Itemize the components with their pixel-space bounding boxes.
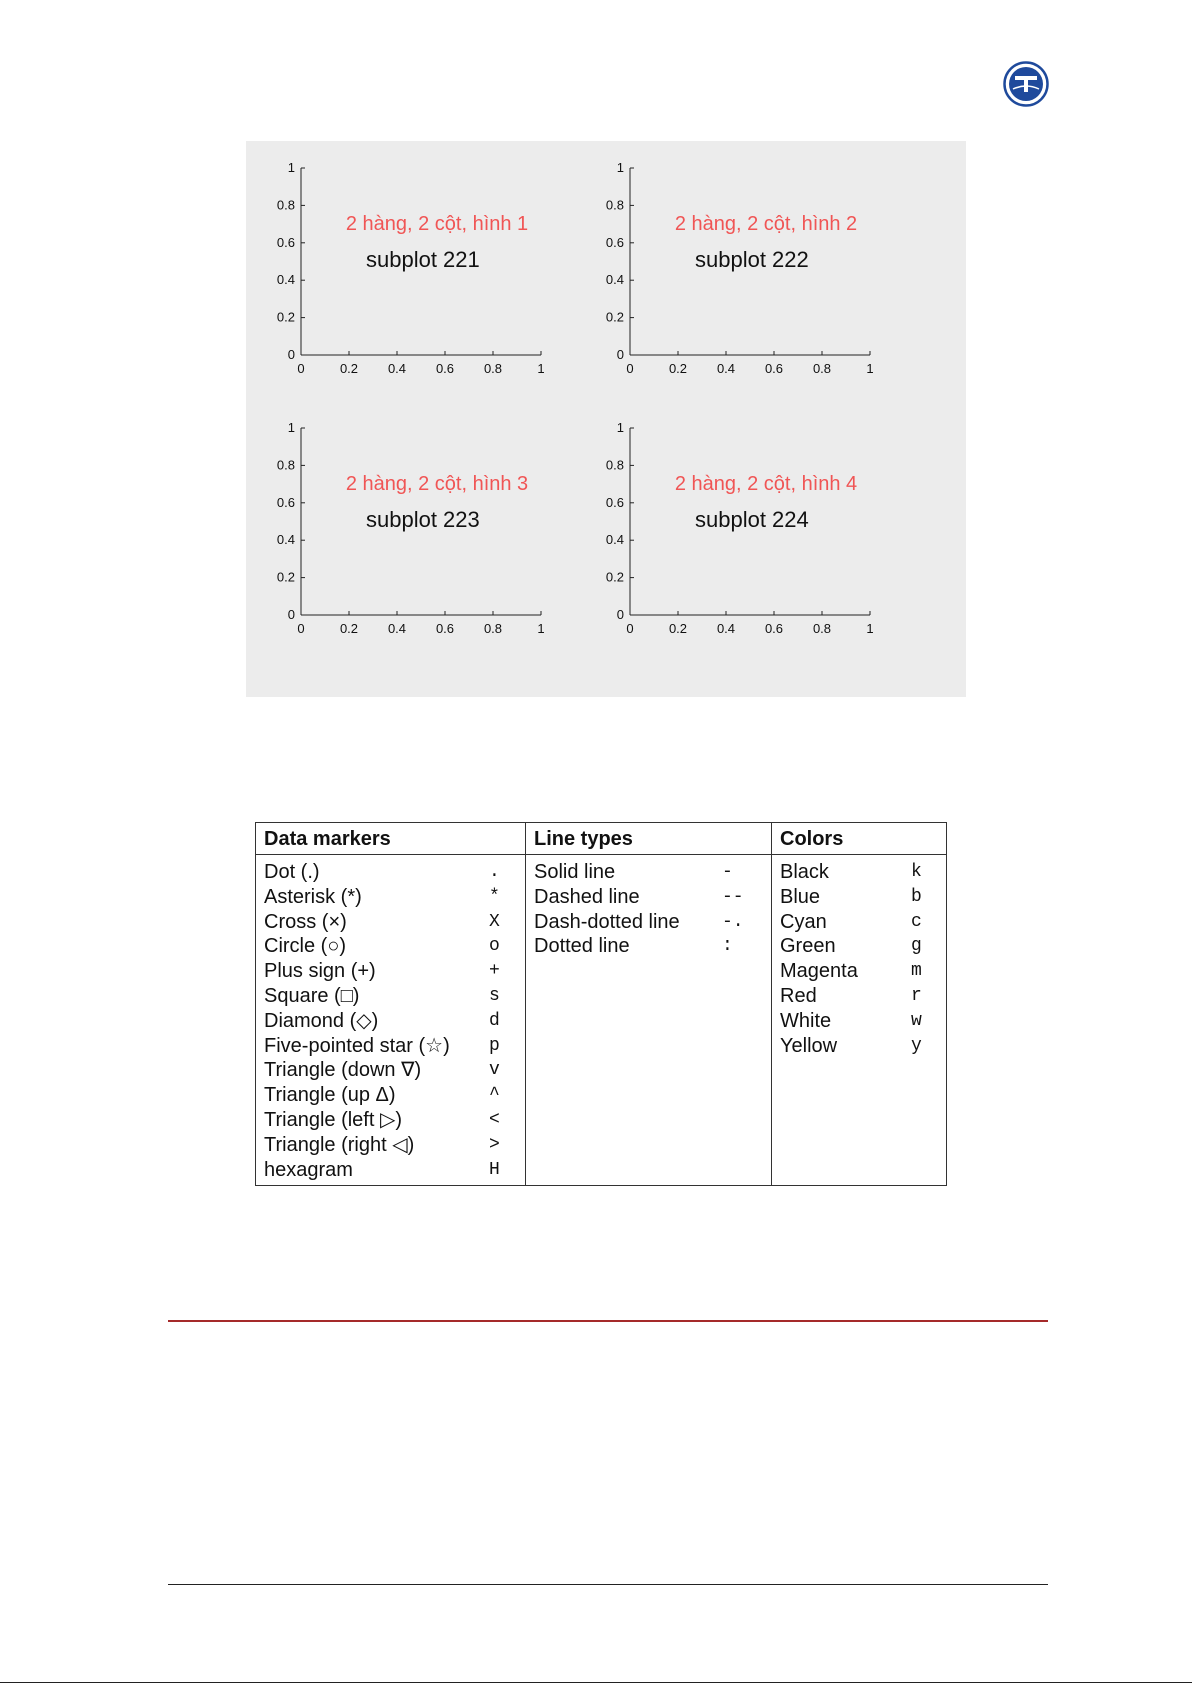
row-name: Green: [780, 935, 836, 958]
row-name: Dash-dotted line: [534, 910, 680, 933]
column-header: Colors: [772, 823, 946, 855]
y-tick-label: 0: [287, 347, 295, 362]
y-tick-label: 0.2: [276, 309, 295, 325]
x-tick-label: 0: [626, 621, 634, 636]
row-code: +: [489, 961, 500, 982]
table-row: [772, 1009, 946, 1034]
y-tick-label: 1: [616, 160, 624, 175]
row-code: k: [911, 862, 922, 882]
row-name: Dashed line: [534, 885, 640, 908]
subplot-label: subplot 221: [366, 247, 480, 272]
table-row: [256, 959, 525, 984]
subplot-axes: [606, 160, 874, 376]
x-tick-label: 0.4: [716, 361, 736, 376]
row-code: -: [722, 862, 733, 882]
x-tick-label: 0: [297, 621, 305, 636]
table-row: [256, 934, 525, 959]
row-name: Plus sign (+): [264, 960, 376, 983]
y-tick-label: 0.6: [276, 234, 295, 250]
row-name: Triangle (down ∇): [264, 1059, 422, 1082]
row-code: d: [489, 1010, 500, 1031]
x-tick-label: 0: [297, 361, 305, 376]
row-code: *: [489, 886, 500, 907]
row-code: s: [489, 985, 500, 1006]
row-code: m: [911, 961, 922, 982]
row-code: p: [489, 1035, 500, 1056]
row-name: Blue: [780, 885, 821, 908]
y-tick-label: 0.8: [605, 197, 624, 213]
table-row: [256, 1108, 525, 1133]
x-tick-label: 0.4: [387, 621, 407, 636]
row-code: X: [489, 911, 500, 932]
row-name: Circle (○): [264, 935, 347, 958]
row-list: [526, 855, 771, 959]
x-tick-label: 1: [537, 621, 545, 636]
table-row: [256, 1133, 525, 1158]
table-row: [772, 885, 946, 910]
row-name: Dotted line: [534, 935, 630, 958]
y-tick-label: 0: [616, 347, 624, 362]
table-row: [256, 1009, 525, 1034]
table-row: [772, 984, 946, 1009]
x-tick-label: 0.8: [812, 361, 832, 376]
subplot-label: subplot 223: [366, 507, 480, 532]
row-list: [256, 855, 525, 1182]
table-row: [256, 885, 525, 910]
subplot-caption: 2 hàng, 2 cột, hình 4: [674, 473, 858, 495]
y-tick-label: 0: [287, 607, 295, 622]
x-tick-label: 0.6: [435, 361, 455, 376]
line-types-column: [525, 823, 771, 1185]
row-code: g: [911, 936, 922, 957]
subplot-caption: 2 hàng, 2 cột, hình 1: [345, 213, 529, 235]
subplot-label: subplot 222: [695, 247, 809, 272]
data-markers-column: [256, 823, 525, 1185]
x-tick-label: 0.2: [339, 361, 359, 376]
page-bottom-rule: [0, 1682, 1192, 1683]
x-tick-label: 0.2: [339, 621, 359, 636]
x-tick-label: 0.6: [764, 361, 784, 376]
table-row: [256, 1083, 525, 1108]
row-code: .: [489, 862, 500, 882]
y-tick-label: 0.8: [605, 457, 624, 473]
y-tick-label: 1: [616, 420, 624, 435]
x-tick-label: 0.8: [812, 621, 832, 636]
row-name: Triangle (right ◁): [264, 1133, 415, 1156]
row-code: ^: [489, 1085, 500, 1106]
row-code: w: [911, 1010, 922, 1031]
table-row: [526, 885, 771, 910]
column-header: Line types: [526, 823, 771, 855]
table-row: [526, 934, 771, 959]
row-code: o: [489, 936, 500, 957]
row-name: White: [780, 1009, 832, 1032]
column-header: Data markers: [256, 823, 525, 855]
plot-style-reference-table: [255, 822, 947, 1186]
x-tick-label: 1: [537, 361, 545, 376]
row-code: b: [911, 886, 922, 907]
row-code: H: [489, 1159, 500, 1180]
y-tick-label: 0: [616, 607, 624, 622]
row-name: hexagram: [264, 1158, 353, 1181]
subplot-caption: 2 hàng, 2 cột, hình 2: [674, 213, 858, 235]
row-code: y: [911, 1035, 922, 1056]
x-tick-label: 0.8: [483, 361, 503, 376]
table-row: [256, 860, 525, 885]
row-name: Diamond (◇): [264, 1009, 379, 1032]
table-row: [256, 1158, 525, 1183]
table-row: [256, 1034, 525, 1059]
x-tick-label: 0.4: [716, 621, 736, 636]
y-tick-label: 0.4: [276, 532, 295, 548]
section-divider: [168, 1320, 1048, 1322]
row-name: Black: [780, 861, 829, 883]
row-code: :: [722, 936, 733, 957]
row-list: [772, 855, 946, 1058]
row-code: v: [489, 1060, 500, 1081]
y-tick-label: 0.6: [605, 494, 624, 510]
subplot-figure: [246, 141, 966, 697]
row-code: -.: [722, 911, 744, 932]
row-name: Yellow: [780, 1034, 838, 1057]
table-row: [772, 860, 946, 885]
y-tick-label: 0.6: [276, 494, 295, 510]
row-code: r: [911, 985, 922, 1006]
subplot-axes: [277, 160, 545, 376]
row-name: Triangle (left ▷): [264, 1108, 403, 1131]
row-name: Triangle (up Δ): [264, 1084, 396, 1107]
x-tick-label: 0.6: [435, 621, 455, 636]
x-tick-label: 0.2: [668, 361, 688, 376]
x-tick-label: 1: [866, 621, 874, 636]
subplot-axes: [606, 420, 874, 636]
x-tick-label: 1: [866, 361, 874, 376]
row-code: --: [722, 886, 744, 907]
y-tick-label: 0.2: [276, 569, 295, 585]
y-tick-label: 0.6: [605, 234, 624, 250]
y-tick-label: 0.8: [276, 457, 295, 473]
y-tick-label: 0.2: [605, 569, 624, 585]
row-name: Asterisk (*): [264, 885, 362, 908]
x-tick-label: 0.6: [764, 621, 784, 636]
y-tick-label: 0.4: [605, 272, 624, 288]
table-row: [256, 1058, 525, 1083]
x-tick-label: 0: [626, 361, 634, 376]
table-row: [772, 910, 946, 935]
row-code: c: [911, 911, 922, 932]
university-logo-icon: [1003, 61, 1049, 107]
table-row: [526, 910, 771, 935]
table-row: [772, 959, 946, 984]
footer-rule: [168, 1584, 1048, 1585]
x-tick-label: 0.4: [387, 361, 407, 376]
y-tick-label: 0.4: [605, 532, 624, 548]
table-row: [526, 860, 771, 885]
row-name: Red: [780, 984, 817, 1007]
subplot-axes: [277, 420, 545, 636]
subplot-caption: 2 hàng, 2 cột, hình 3: [345, 473, 529, 495]
row-name: Solid line: [534, 861, 616, 883]
row-name: Cross (×): [264, 910, 347, 933]
row-name: Dot (.): [264, 861, 320, 883]
row-code: <: [489, 1109, 500, 1130]
subplot-figure-canvas: [246, 141, 966, 697]
y-tick-label: 1: [287, 420, 295, 435]
table-row: [772, 934, 946, 959]
y-tick-label: 0.4: [276, 272, 295, 288]
row-name: Five-pointed star (☆): [264, 1034, 450, 1057]
colors-column: [771, 823, 946, 1185]
y-tick-label: 0.2: [605, 309, 624, 325]
row-code: >: [489, 1134, 500, 1155]
subplot-label: subplot 224: [695, 507, 809, 532]
table-row: [256, 910, 525, 935]
y-tick-label: 0.8: [276, 197, 295, 213]
row-name: Cyan: [780, 910, 827, 933]
row-name: Square (□): [264, 984, 360, 1007]
table-row: [772, 1034, 946, 1059]
x-tick-label: 0.2: [668, 621, 688, 636]
x-tick-label: 0.8: [483, 621, 503, 636]
y-tick-label: 1: [287, 160, 295, 175]
table-row: [256, 984, 525, 1009]
row-name: Magenta: [780, 960, 858, 983]
